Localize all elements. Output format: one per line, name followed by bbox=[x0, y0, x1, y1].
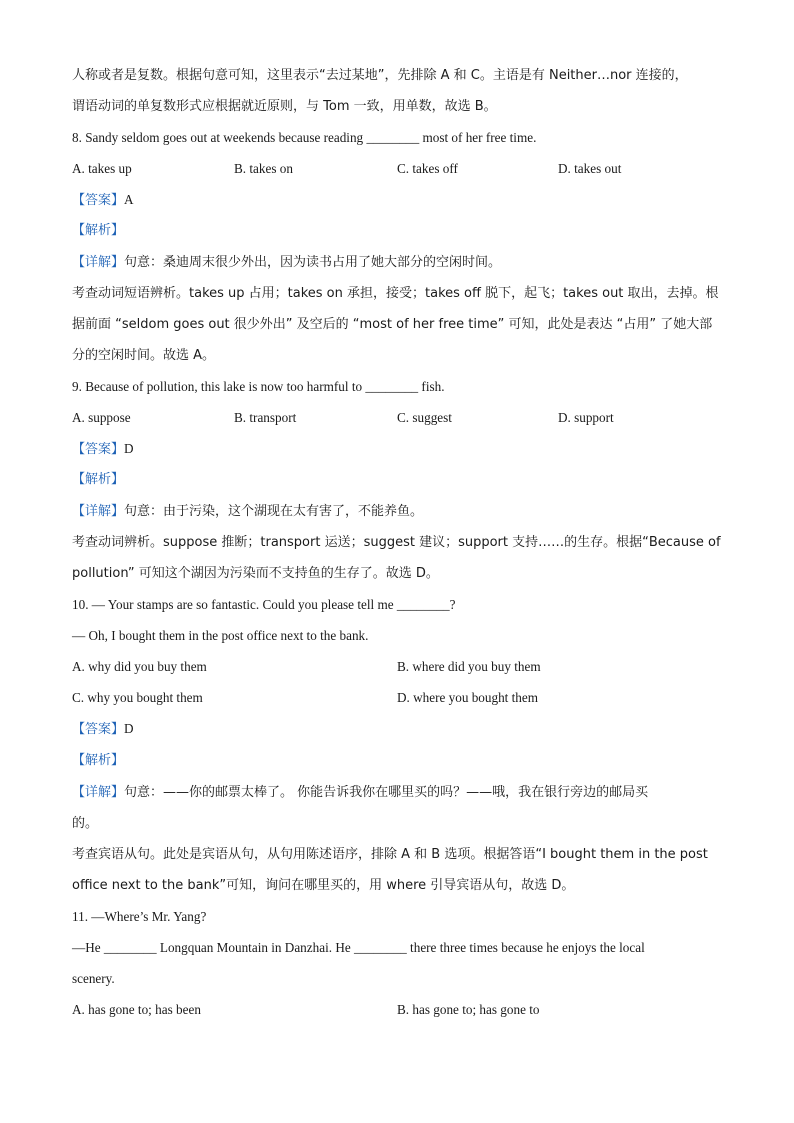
answer-line bbox=[72, 720, 134, 739]
answer-line bbox=[72, 191, 134, 210]
explanation-line: 考查动词辨析。suppose 推断；transport 运送；suggest 建议；support 支持……的生存。根据“Because of bbox=[72, 535, 721, 550]
detail-tag: 【详解】 bbox=[72, 255, 125, 270]
question-11-stem: 11. —Where’s Mr. Yang? bbox=[72, 909, 207, 924]
detail-line-cont: 的。 bbox=[72, 816, 99, 831]
question-11-option-a: A. has gone to; has been bbox=[72, 1002, 201, 1017]
analysis-tag: 【解析】 bbox=[72, 753, 125, 768]
question-9-option-b: B. transport bbox=[234, 410, 297, 425]
explanation-line: office next to the bank”可知，询问在哪里买的，用 where 引导宾语从句，故选 D。 bbox=[72, 878, 575, 893]
answer-line bbox=[72, 440, 134, 459]
explanation-line: pollution” 可知这个湖因为污染而不支持鱼的生存了。故选 D。 bbox=[72, 566, 439, 581]
explanation-line: 考查动词短语辨析。takes up 占用；takes on 承担，接受；takes off 脱下，起飞；takes out 取出，去掉。根 bbox=[72, 286, 719, 301]
question-11-option-b: B. has gone to; has gone to bbox=[397, 1002, 540, 1017]
question-11-line: —He ________ Longquan Mountain in Danzhai. He ________ there three times because he enjoys the local bbox=[72, 940, 645, 955]
question-10-reply: — Oh, I bought them in the post office next to the bank. bbox=[72, 628, 369, 643]
detail-line bbox=[72, 784, 648, 802]
answer-value: A bbox=[124, 192, 134, 207]
question-8-option-d: D. takes out bbox=[558, 161, 622, 176]
question-10-option-c: C. why you bought them bbox=[72, 690, 203, 705]
question-9-option-c: C. suggest bbox=[397, 410, 452, 425]
detail-text: 句意：——你的邮票太棒了。 你能告诉我你在哪里买的吗？——哦，我在银行旁边的邮局买 bbox=[124, 785, 649, 800]
question-10-stem: 10. — Your stamps are so fantastic. Could you please tell me ________? bbox=[72, 597, 456, 612]
question-10-option-a: A. why did you buy them bbox=[72, 659, 207, 674]
question-8-option-a: A. takes up bbox=[72, 161, 132, 176]
question-8-option-c: C. takes off bbox=[397, 161, 458, 176]
question-8-stem: 8. Sandy seldom goes out at weekends because reading ________ most of her free time. bbox=[72, 130, 537, 145]
question-10-option-b: B. where did you buy them bbox=[397, 659, 541, 674]
question-10-option-d: D. where you bought them bbox=[397, 690, 539, 705]
question-9-stem: 9. Because of pollution, this lake is now too harmful to ________ fish. bbox=[72, 379, 445, 394]
detail-text: 句意：由于污染，这个湖现在太有害了，不能养鱼。 bbox=[124, 504, 424, 519]
answer-tag: 【答案】 bbox=[72, 442, 125, 457]
detail-line bbox=[72, 254, 501, 272]
answer-value: D bbox=[124, 441, 134, 456]
explanation-line: 据前面 “seldom goes out 很少外出” 及空后的 “most of her free time” 可知，此处是表达 “占用” 了她大部 bbox=[72, 317, 713, 332]
explanation-line: 分的空闲时间。故选 A。 bbox=[72, 348, 216, 363]
explanation-line: 人称或者是复数。根据句意可知，这里表示“去过某地”，先排除 A 和 C。主语是有 Neither…nor 连接的， bbox=[72, 68, 688, 83]
detail-line bbox=[72, 503, 423, 521]
analysis-tag: 【解析】 bbox=[72, 223, 125, 238]
explanation-line: 考查宾语从句。此处是宾语从句，从句用陈述语序，排除 A 和 B 选项。根据答语“I bought them in the post bbox=[72, 847, 708, 862]
answer-tag: 【答案】 bbox=[72, 722, 125, 737]
detail-tag: 【详解】 bbox=[72, 785, 125, 800]
answer-value: D bbox=[124, 721, 134, 736]
answer-tag: 【答案】 bbox=[72, 193, 125, 208]
question-11-line: scenery. bbox=[72, 971, 115, 986]
analysis-tag: 【解析】 bbox=[72, 472, 125, 487]
question-8-option-b: B. takes on bbox=[234, 161, 293, 176]
detail-tag: 【详解】 bbox=[72, 504, 125, 519]
detail-text: 句意：桑迪周末很少外出，因为读书占用了她大部分的空闲时间。 bbox=[124, 255, 502, 270]
explanation-line: 谓语动词的单复数形式应根据就近原则，与 Tom 一致，用单数，故选 B。 bbox=[72, 99, 497, 114]
question-9-option-a: A. suppose bbox=[72, 410, 131, 425]
question-9-option-d: D. support bbox=[558, 410, 614, 425]
